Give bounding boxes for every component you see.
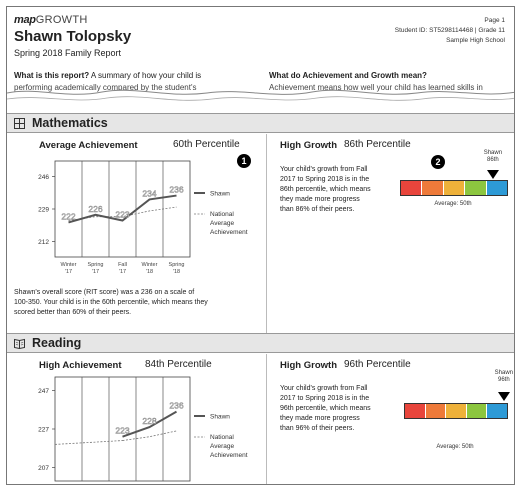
- growth-segment: [444, 181, 465, 195]
- legend-average: Average: [210, 220, 235, 227]
- reading-shawn-marker-label: [489, 370, 515, 384]
- math-growth-line: 86th percentile, which means: [280, 186, 371, 193]
- legend-shawn: Shawn: [210, 190, 230, 198]
- growth-segment: [401, 181, 422, 195]
- math-growth-title: High Growth: [280, 140, 337, 151]
- shawn-label: Shawn: [483, 150, 503, 156]
- point-label: 236: [169, 184, 184, 195]
- torn-edge: [7, 85, 515, 107]
- reading-shawn-marker: [498, 392, 510, 401]
- report-title: Spring 2018 Family Report: [14, 48, 122, 58]
- point-label: 222: [61, 211, 76, 222]
- shawn-value: 86th: [487, 157, 499, 163]
- x-tick-label: '18: [145, 269, 154, 275]
- reading-growth-line: they made more progress: [280, 415, 360, 422]
- y-tick-label: 227: [38, 426, 49, 434]
- reading-header: [7, 333, 515, 353]
- x-tick-label: Spring: [87, 262, 104, 268]
- growth-segment: [426, 404, 447, 418]
- mathematics-title: Mathematics: [32, 116, 108, 130]
- legend-average: National: [210, 434, 234, 441]
- legend-average: Achievement: [210, 229, 248, 236]
- math-summary: [14, 288, 264, 318]
- map-growth-logo: mapGROWTH: [14, 14, 88, 26]
- math-shawn-marker-label: [478, 150, 508, 164]
- reading-growth-line: Your child's growth from Fall: [280, 385, 368, 392]
- growth-segment: [487, 404, 507, 418]
- y-tick-label: 229: [38, 206, 49, 214]
- reading-average-label: Average: 50th: [436, 444, 474, 450]
- reading-growth-line: than 96% of their peers.: [280, 425, 355, 432]
- math-growth-line: than 86% of their peers.: [280, 206, 355, 213]
- shawn-value: 96th: [497, 377, 510, 383]
- math-summary-line: scored better than 60% of their peers.: [14, 309, 132, 316]
- x-tick-label: '17: [118, 269, 127, 275]
- shawn-label: Shawn: [494, 370, 513, 376]
- achievement-growth-question: What do Achievement and Growth mean?: [269, 71, 427, 80]
- math-shawn-marker: [487, 170, 499, 179]
- math-achievement-title: Average Achievement: [39, 140, 138, 151]
- reading-growth-line: 2017 to Spring 2018 is in the: [280, 395, 370, 402]
- book-icon: [14, 338, 25, 349]
- student-meta: [395, 16, 505, 46]
- reading-growth-text: [280, 384, 410, 434]
- growth-segment: [465, 181, 486, 195]
- math-growth-line: 2017 to Spring 2018 is in the: [280, 176, 370, 183]
- point-label: 223: [115, 425, 130, 436]
- point-label: 226: [88, 203, 103, 214]
- page-number: Page 1: [484, 17, 505, 24]
- x-tick-label: Fall: [118, 262, 127, 268]
- y-tick-label: 212: [38, 239, 49, 247]
- point-label: 223: [115, 209, 130, 220]
- reading-divider: [266, 354, 267, 485]
- growth-segment: [405, 404, 426, 418]
- growth-segment: [467, 404, 488, 418]
- student-name: Shawn Tolopsky: [14, 28, 132, 45]
- legend-shawn: Shawn: [210, 413, 230, 421]
- x-tick-label: Spring: [168, 262, 185, 268]
- math-achievement-percentile: 60th Percentile: [173, 139, 240, 150]
- legend-average: National: [210, 211, 234, 218]
- marker-2: 2: [431, 155, 445, 169]
- math-growth-scale: [400, 180, 508, 196]
- reading-growth-percentile: 96th Percentile: [344, 359, 411, 370]
- reading-achievement-percentile: 84th Percentile: [145, 359, 212, 370]
- reading-growth-title: High Growth: [280, 360, 337, 371]
- growth-segment: [446, 404, 467, 418]
- legend-average: Average: [210, 443, 235, 450]
- point-label: 228: [142, 416, 157, 427]
- x-tick-label: Winter: [141, 262, 158, 268]
- point-label: 236: [169, 400, 184, 411]
- math-growth-line: Your child's growth from Fall: [280, 166, 368, 173]
- math-divider: [266, 134, 267, 333]
- family-report-page: [6, 6, 515, 485]
- point-label: 234: [142, 188, 157, 199]
- x-tick-label: Winter: [60, 262, 77, 268]
- math-summary-line: Shawn's overall score (RIT score) was a 236 on a scale of: [14, 289, 195, 296]
- math-growth-percentile: 86th Percentile: [344, 139, 411, 150]
- x-tick-label: '18: [172, 269, 181, 275]
- grid-icon: [14, 118, 25, 129]
- math-summary-line: 100-350. Your child is in the 60th percentile, which means they: [14, 299, 208, 306]
- reading-title: Reading: [32, 336, 82, 350]
- mathematics-header: [7, 113, 515, 133]
- cut-text-line: performing academically compared by the student's Achievement means how well your child has learned skills in: [14, 83, 483, 92]
- growth-segment: [422, 181, 443, 195]
- student-id: Student ID: ST5298114468 | Grade 11: [394, 27, 505, 34]
- what-is-report-question: What is this report? A summary of how your child is: [14, 71, 202, 80]
- math-growth-line: they made more progress: [280, 196, 360, 203]
- growth-segment: [487, 181, 507, 195]
- reading-growth-line: 96th percentile, which means: [280, 405, 371, 412]
- math-average-label: Average: 50th: [434, 201, 472, 207]
- school-name: Sample High School: [446, 37, 505, 44]
- math-growth-text: [280, 165, 410, 215]
- marker-1: 1: [237, 154, 251, 168]
- legend-average: Achievement: [210, 452, 248, 459]
- x-tick-label: '17: [91, 269, 100, 275]
- reading-achievement-title: High Achievement: [39, 360, 122, 371]
- x-tick-label: '17: [64, 269, 73, 275]
- y-tick-label: 246: [38, 173, 49, 181]
- reading-growth-scale: [404, 403, 508, 419]
- y-tick-label: 247: [38, 387, 49, 395]
- y-tick-label: 207: [38, 465, 49, 473]
- math-achievement-chart: [7, 157, 265, 285]
- reading-achievement-chart: [7, 373, 265, 485]
